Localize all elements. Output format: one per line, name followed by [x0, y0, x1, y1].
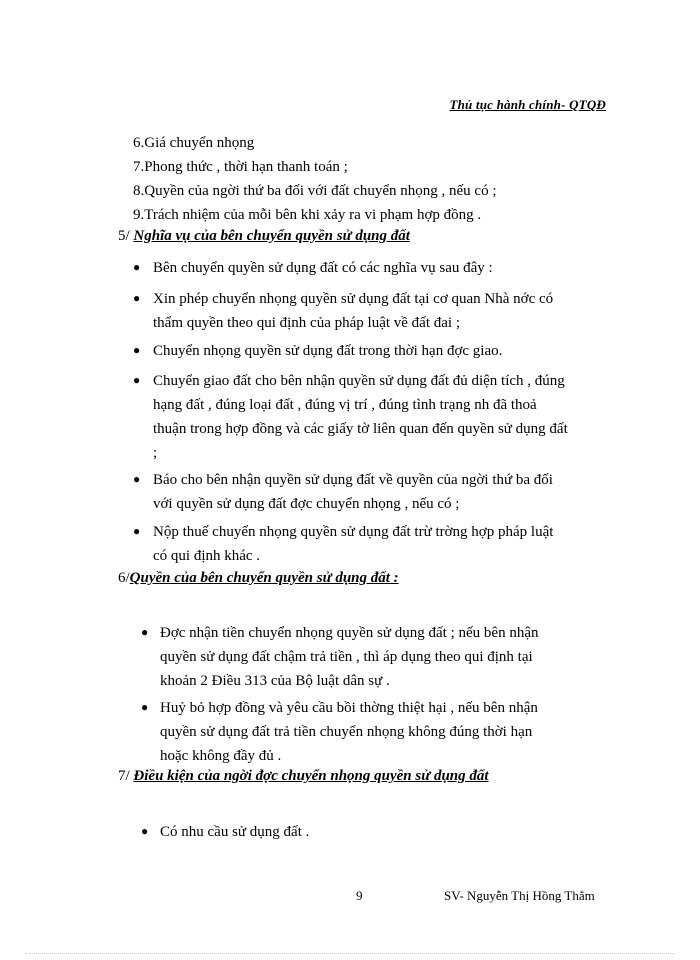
- list-item-continued: thẩm quyền theo qui định của pháp luật về đất đai ;: [153, 315, 461, 331]
- section-title: Quyền của bên chuyển quyền sử dụng đất :: [129, 570, 399, 586]
- list-item: 9.Trách nhiệm của mỗi bên khi xảy ra vi phạm hợp đồng .: [133, 207, 482, 223]
- section-7-heading: [118, 768, 489, 785]
- list-item: Có nhu cầu sử dụng đất .: [160, 824, 310, 840]
- list-item: Chuyển giao đất cho bên nhận quyền sử dụng đất đủ diện tích , đúng: [153, 373, 565, 389]
- section-title: Điều kiện của ngời đợc chuyển nhọng quyền sử dụng đất: [133, 768, 489, 784]
- section-number: 7/: [118, 768, 134, 784]
- list-item: 7.Phong thức , thời hạn thanh toán ;: [133, 159, 348, 175]
- list-item: Đợc nhận tiền chuyển nhọng quyền sử dụng đất ; nếu bên nhận: [160, 625, 539, 641]
- bullet-icon: ●: [141, 700, 149, 714]
- list-item: Huỷ bỏ hợp đồng và yêu cầu bồi thờng thiệt hại , nếu bên nhận: [160, 700, 538, 716]
- section-number: 5/: [118, 228, 134, 244]
- bullet-icon: ●: [141, 625, 149, 639]
- list-item: Xin phép chuyển nhọng quyền sử dụng đất tại cơ quan Nhà nớc có: [153, 291, 554, 307]
- bullet-icon: ●: [133, 343, 141, 357]
- list-item: Bên chuyển quyền sử dụng đất có các nghĩa vụ sau đây :: [153, 260, 493, 276]
- page-bottom-divider: [25, 953, 675, 954]
- running-header: Thủ tục hành chính- QTQĐ: [449, 97, 606, 112]
- list-item: 8.Quyền của ngời thứ ba đối với đất chuyển nhọng , nếu có ;: [133, 183, 497, 199]
- section-number: 6/: [118, 570, 130, 586]
- list-item-continued: quyền sử dụng đất trả tiền chuyển nhọng không đúng thời hạn: [160, 724, 533, 740]
- section-title: Nghĩa vụ của bên chuyển quyền sử dụng đất: [133, 228, 410, 244]
- list-item-continued: có qui định khác .: [153, 548, 261, 564]
- list-item-continued: hoặc không đầy đủ .: [160, 748, 282, 764]
- bullet-icon: ●: [133, 373, 141, 387]
- list-item-continued: với quyền sử dụng đất đợc chuyển nhọng , nếu có ;: [153, 496, 460, 512]
- list-item: Báo cho bên nhận quyền sử dụng đất về quyền của ngời thứ ba đối: [153, 472, 553, 488]
- list-item-continued: khoản 2 Điều 313 của Bộ luật dân sự .: [160, 673, 390, 689]
- list-item-continued: thuận trong hợp đồng và các giấy tờ liên quan đến quyền sử dụng đất: [153, 421, 568, 437]
- section-5-heading: [118, 228, 410, 245]
- bullet-icon: ●: [133, 472, 141, 486]
- list-item-continued: quyền sử dụng đất chậm trả tiền , thì áp dụng theo qui định tại: [160, 649, 533, 665]
- list-item: 6.Giá chuyển nhọng: [133, 135, 255, 151]
- footer-author: SV- Nguyễn Thị Hồng Thắm: [444, 888, 595, 903]
- bullet-icon: ●: [141, 824, 149, 838]
- section-6-heading: [118, 570, 399, 587]
- list-item-continued: ;: [153, 445, 158, 461]
- page-number: 9: [356, 888, 363, 903]
- bullet-icon: ●: [133, 291, 141, 305]
- bullet-icon: ●: [133, 260, 141, 274]
- list-item: Nộp thuế chuyển nhọng quyền sử dụng đất trừ trờng hợp pháp luật: [153, 524, 554, 540]
- list-item-continued: hạng đất , đúng loại đất , đúng vị trí , đúng tình trạng nh đã thoả: [153, 397, 537, 413]
- list-item: Chuyển nhọng quyền sử dụng đất trong thời hạn đợc giao.: [153, 343, 503, 359]
- bullet-icon: ●: [133, 524, 141, 538]
